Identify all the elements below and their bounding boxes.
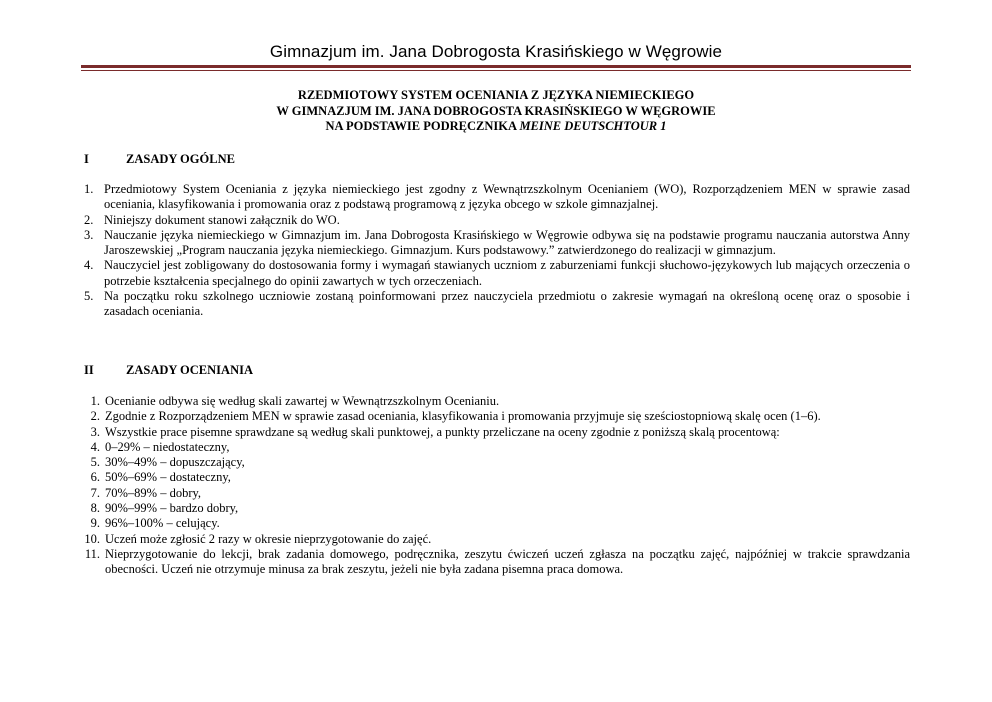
list-item-number: 9. [90,516,100,531]
list-item [84,182,910,213]
list-item [84,532,910,547]
title-line-3 [0,119,992,135]
list-item-text: Ocenianie odbywa się według skali zawartej w Wewnątrzszkolnym Ocenianiu. [105,394,500,408]
list-item-text: Niniejszy dokument stanowi załącznik do WO. [104,212,340,227]
list-item [84,213,910,228]
list-item-text: 30%–49% – dopuszczający, [105,455,245,470]
list-item-number: 2. [90,409,100,424]
list-item-number: 3. [90,424,100,439]
list-item-text: 90%–99% – bardzo dobry, [105,501,239,516]
list-item-text: Uczeń może zgłosić 2 razy w okresie nieprzygotowanie do zajęć. [105,531,432,546]
section-heading-1 [84,152,235,167]
header-rule-thin [81,70,911,71]
list-item-text: Zgodnie z Rozporządzeniem MEN w sprawie zasad oceniania, klasyfikowania i promowania przyjmuje się sześciostopniową skalę ocen (1–6). [105,409,821,424]
list-item-number: 1. [84,182,94,196]
list-item-number: 2. [84,212,94,227]
list-item-text: Na początku roku szkolnego uczniowie zostaną poinformowani przez nauczyciela przedmiotu o zakresie wymagań na określoną ocenę oraz o sposobie i zasadach oceniania. [104,289,910,319]
list-item-text: 96%–100% – celujący. [105,516,220,531]
list-item-number: 3. [84,227,94,242]
list-item-number: 8. [90,501,100,516]
section-heading-2 [84,363,253,378]
list-item-text: 0–29% – niedostateczny, [105,439,230,454]
section-number: I [84,152,89,166]
list-item [84,470,910,485]
list-item [84,547,910,578]
list-item [84,501,910,516]
grading-rules-list [84,394,910,578]
list-item-text: Nauczyciel jest zobligowany do dostosowania formy i wymagań stawianych uczniom z zaburzeniami funkcji słuchowo-językowych lub mających orzeczenia o potrzebie kształcenia specjalnego do opinii zawartych w tych orzeczeniach. [104,258,910,288]
list-item-text: 70%–89% – dobry, [105,485,202,500]
section-number: II [84,363,94,377]
general-rules-list [84,182,910,320]
list-item-text: 50%–69% – dostateczny, [105,470,231,485]
document-title [0,88,992,135]
list-item-number: 5. [90,455,100,470]
header-rule-thick [81,65,911,68]
list-item-number: 4. [84,258,94,273]
list-item-number: 11. [84,546,100,561]
list-item [84,258,910,289]
title-line-1: RZEDMIOTOWY SYSTEM OCENIANIA Z JĘZYKA NIEMIECKIEGO [297,88,695,102]
title-line-2: W GIMNAZJUM IM. JANA DOBROGOSTA KRASIŃSKIEGO W WĘGROWIE [276,103,716,118]
list-item-number: 10. [84,531,100,546]
list-item-text: Nieprzygotowanie do lekcji, brak zadania domowego, podręcznika, zeszytu ćwiczeń uczeń zgłasza na początku zajęć, najpóźniej w trakcie sprawdzania obecności. Uczeń nie otrzymuje minusa za brak zeszytu, jeżeli nie była zadana pisemna praca domowa. [105,546,910,577]
running-header: Gimnazjum im. Jana Dobrogosta Krasińskiego w Węgrowie [269,42,723,61]
list-item [84,425,910,440]
list-item-number: 6. [90,470,100,485]
list-item-number: 4. [90,439,100,454]
list-item [84,409,910,424]
section-title: ZASADY OGÓLNE [126,152,235,166]
list-item-text: Wszystkie prace pisemne sprawdzane są według skali punktowej, a punkty przeliczane na oceny zgodnie z poniższą skalą procentową: [105,424,780,439]
list-item-number: 5. [84,289,94,304]
list-item [84,289,910,320]
section-title: ZASADY OCENIANIA [126,363,253,377]
list-item [84,516,910,531]
list-item-number: 1. [90,394,100,408]
list-item-text: Nauczanie języka niemieckiego w Gimnazjum im. Jana Dobrogosta Krasińskiego w Węgrowie odbywa się na podstawie programu nauczania autorstwa Anny Jaroszewskiej „Program nauczania języka niemieckiego. Gimnazjum. Kurs podstawowy.” zatwierdzonego do realizacji w gimnazjum. [104,227,910,258]
title-line-3-prefix: NA PODSTAWIE PODRĘCZNIKA [325,119,520,133]
list-item [84,394,910,409]
list-item [84,455,910,470]
list-item-number: 7. [90,485,100,500]
list-item [84,228,910,259]
list-item [84,440,910,455]
list-item [84,486,910,501]
list-item-text: Przedmiotowy System Oceniania z języka niemieckiego jest zgodny z Wewnątrzszkolnym Ocenianiem (WO), Rozporządzeniem MEN w sprawie zasad oceniania, klasyfikowania i promowania oraz z podstawą programową z języka obcego w szkole gimnazjalnej. [104,182,910,212]
title-book-name: MEINE DEUTSCHTOUR 1 [519,119,667,133]
